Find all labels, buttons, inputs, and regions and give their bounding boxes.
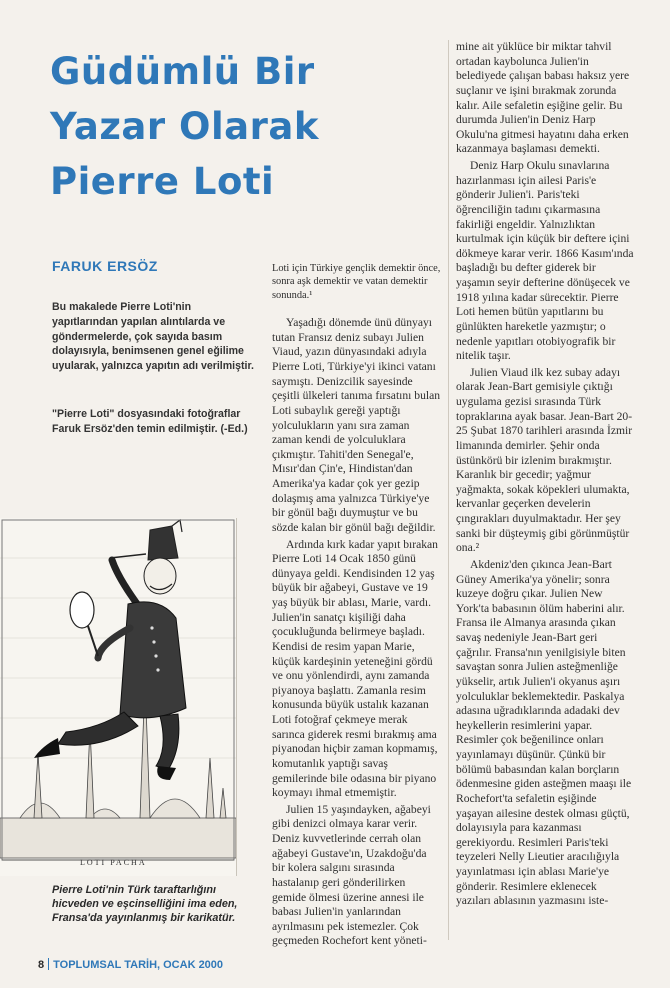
right-column — [456, 40, 634, 909]
paragraph: Loti için Türkiye gençlik demektir önce, sonra aşk demektir ve vatan demektir sonunda.¹ — [272, 263, 441, 301]
footer-separator — [48, 958, 49, 970]
page-footer — [38, 958, 223, 971]
page-number: 8 — [38, 959, 45, 971]
author-name: FARUK ERSÖZ — [52, 258, 158, 274]
paragraph: Yaşadığı dönemde ünü dünyayı tutan Fransız deniz subayı Julien Viaud, yazın dünyasındaki adıyla Pierre Loti, Türkiye'yi ikinci vatanı saymıştı. Denizcilik sayesinde çeşitli ülkeleri tanıma fırsatını bulan Loti subaylık gereği yaptığı yolculukların yanı sıra zaman zaman kendi de yolculuklara çıkmıştır. Tahiti'den Senegal'e, Mısır'dan Çin'e, Hindistan'dan Amerika'ya kadar çok yer gezip dolaşmış ama yalnızca Türkiye'ye bir gönül bağı duymuştur ve bu sözde kalan bir gönül bağı değildir. — [272, 316, 441, 534]
editorial-note: Bu makalede Pierre Loti'nin yapıtlarından yapılan alıntılarda ve göndermelerde, çok sayıda basım dolayısıyla, benimsenen genel eğilime uyularak, yalnızca yapıtın adı verilmiştir. — [52, 301, 254, 373]
paragraph: Deniz Harp Okulu sınavlarına hazırlanması için ailesi Paris'e gönderir Julien'i. Paris'teki öğrenciliğin tadını çıkarmasına fakirliği engeldir. Yalnızlıktan kurtulmak için küçük bir deftere içini dökmeye karar verir. 1866 Kasım'ında başladığı bu defter giderek bir yaşamın seyir defterine dönüşecek ve 1918 yılına kadar sürecektir. Pierre Loti hemen bütün yapıtlarını bu günlükten hareketle yazmıştır; o nedenle yapıtları otobiyografik bir nitelik taşır. — [456, 159, 634, 363]
paragraph: mine ait yüklüce bir miktar tahvil ortadan kaybolunca Julien'in belediyede çalışan babası haksız yere suçlanır ve işini bırakmak zorunda kalır. Aile sefaletin eşiğine gelir. Bu durumda Julien'in Deniz Harp Okulu'na gitmesi hayatını daha erken kazanmaya başlaması demekti. — [456, 40, 630, 156]
paragraph: Ardında kırk kadar yapıt bırakan Pierre Loti 14 Ocak 1850 günü dünyaya geldi. Kendisinden 12 yaş büyük bir ağabeyi, Gustave ve 19 yaş büyük bir ablası, Marie, vardı. Julien'in sanatçı kişiliği daha çocukluğunda belirmeye başladı. Kendisi de resim yapan Marie, küçük kardeşinin yeteneğini gördü ve onu yönlendirdi, aynı zamanda piyanoya başlattı. Zamanla resim konusunda büyük ustalık kazanan Loti fotoğraf çekmeye merak sarınca giderek resmi bırakmış ama piyanodan hiçbir zaman kopmamış, komutanlık yaptığı savaş gemilerinde bile odasına bir piyano koymayı ihmal etmemiştir. — [272, 537, 438, 800]
article-title: Güdümlü Bir Yazar Olarak Pierre Loti — [50, 50, 319, 203]
cartoon-label: LOTI PACHA — [80, 858, 147, 867]
loti-caricature-drawing — [0, 518, 236, 876]
photo-credit-note: "Pierre Loti" dosyasındaki fotoğraflar Faruk Ersöz'den temin edilmiştir. (-Ed.) — [52, 408, 248, 435]
paragraph: Julien Viaud ilk kez subay adayı olarak Jean-Bart gemisiyle çıktığı uygulama gezisi sırasında Türk topraklarına ayak basar. Jean-Bart 20-25 Şubat 1870 tarihleri arasında İzmir limanında demirler. Şehir onda üstünkörü bir izlenim bırakmıştır. Karanlık bir gecedir; yağmur yağmakta, sokak köpekleri ulumakta, kervanlar geçerken develerin çıngırakları duyulmaktadır. Her şey sanki bir düşteymiş gibi görünmüştür ona.² — [456, 365, 633, 555]
middle-column — [272, 262, 442, 949]
paragraph: Akdeniz'den çıkınca Jean-Bart Güney Amerika'ya yönelir; sonra kuzeye doğru çıkar. Julien New York'ta babasının ölüm haberini alır. Fransa ile Almanya arasında çıkan savaş nedeniyle Jean-Bart geri çağrılır. Fransa'nın yenilgisiyle biten savaştan sonra Julien asteğmenliğe yükselir, artık Julien'i okyanus aşırı yolculuklar beklemektedir. Paskalya adasına uğradıklarında adadaki dev heykellerin resimlerini yapar. Resimler çok beğenilince onları yayınlamayı düşünür. Çünkü bir bölümü babasından kalan borçların ödenmesine giden asteğmen maaşı ile Rochefort'ta sefaletin eşiğinde yaşayan ailesine destek olması güçtü, dolayısıyla para kazanması gerekiyordu. Resimleri Paris'teki teyzeleri Nelly Lieutier aracılığıyla yayınlatması için ablası Marie'ye gönderir. Resimlere eklenecek yazıları ablasının yazmasını iste- — [456, 557, 632, 908]
column-divider — [448, 40, 449, 940]
paragraph: Julien 15 yaşındayken, ağabeyi gibi denizci olmaya karar verir. Deniz kuvvetlerinde cerrah olan ağabeyi Gustave'ın, Uzakdoğu'da bir kolera salgını sırasında hastalanıp geri gönderilirken gemide ölmesi üzerine annesi ile babası Julien'in yanlarından ayrılmasını pek istemezler. Çok geçmeden Rochefort kent yöneti- — [272, 802, 431, 948]
publication-name: TOPLUMSAL TARİH, OCAK 2000 — [53, 959, 224, 971]
cartoon-illustration — [0, 518, 237, 876]
cartoon-caption: Pierre Loti'nin Türk taraftarlığını hicveden ve eşcinselliğini ima eden, Fransa'da yayınlanmış bir karikatür. — [52, 884, 238, 924]
